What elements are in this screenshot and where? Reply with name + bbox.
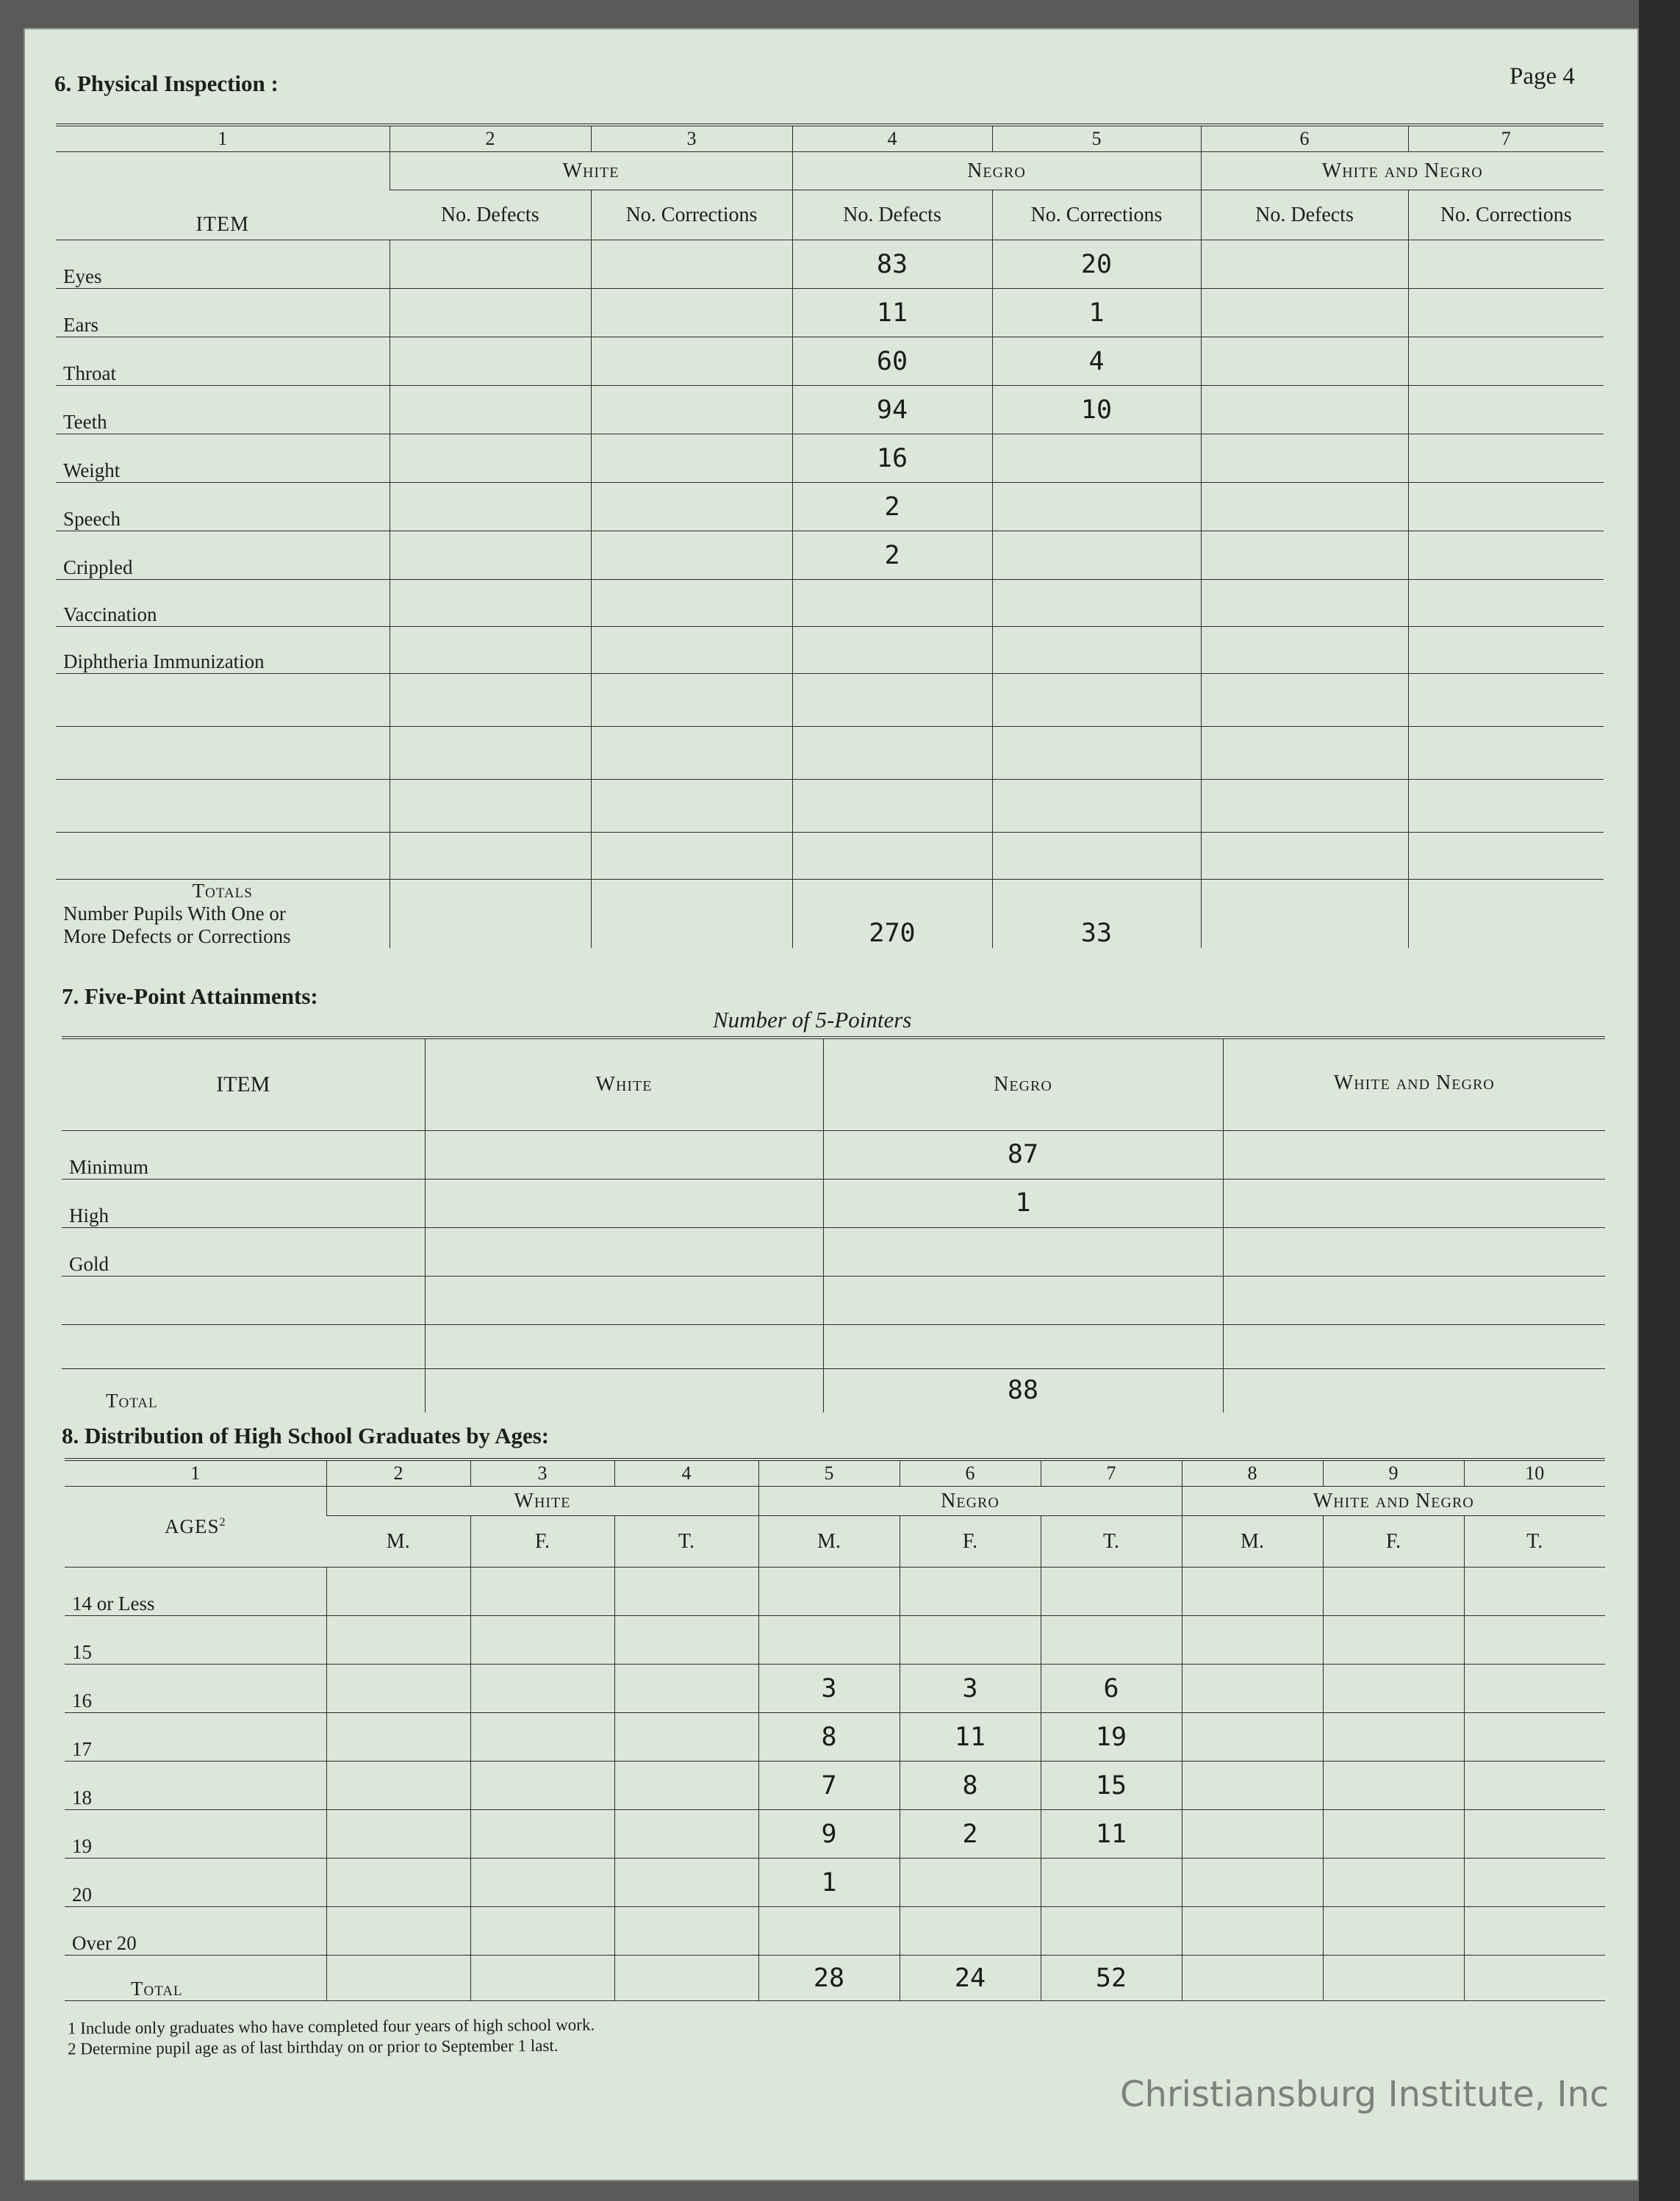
total-negro-f: 24 (900, 1956, 1041, 2001)
page-number: Page 4 (1510, 63, 1575, 90)
group-white-and-negro: White and Negro (1223, 1038, 1605, 1130)
group-header-row (56, 152, 1604, 190)
col-number: 1 (65, 1459, 326, 1487)
sub-header: M. (326, 1516, 470, 1568)
negro-count: 87 (823, 1130, 1223, 1179)
totals-line: More Defects or Corrections (63, 925, 291, 947)
sub-header: T. (1041, 1516, 1182, 1568)
footnotes (68, 2014, 595, 2059)
negro-corrections: 4 (992, 337, 1201, 386)
table-row (62, 1130, 1605, 1179)
item-label: High (62, 1179, 425, 1227)
footnote: 2 Determine pupil age as of last birthday on or prior to September 1 last. (68, 2036, 559, 2058)
totals-label-cell (56, 880, 390, 949)
col-number: 9 (1323, 1459, 1464, 1487)
col-number: 6 (1201, 125, 1408, 152)
table-row (65, 1616, 1605, 1665)
negro-defects (792, 627, 992, 674)
section6-title: 6. Physical Inspection : (54, 71, 279, 96)
negro-t (1041, 1568, 1182, 1616)
sub-header: F. (1323, 1516, 1464, 1568)
scanner-shadow (1639, 0, 1680, 2201)
sub-header: No. Corrections (591, 190, 792, 240)
col-number: 7 (1408, 125, 1604, 152)
table-row (56, 531, 1604, 580)
totals-line: Number Pupils With One or (63, 902, 286, 924)
table-row (65, 1568, 1605, 1616)
table-row (56, 627, 1604, 674)
sub-header: T. (614, 1516, 758, 1568)
negro-f (900, 1568, 1041, 1616)
negro-f: 3 (900, 1665, 1041, 1713)
negro-corrections (992, 483, 1201, 531)
ages-header (65, 1487, 326, 1568)
sub-header: F. (900, 1516, 1041, 1568)
blank-row (62, 1276, 1605, 1324)
sub-header: No. Defects (390, 190, 591, 240)
totals-negro-defects: 270 (792, 880, 992, 949)
sub-header: M. (758, 1516, 900, 1568)
col-number: 7 (1041, 1459, 1182, 1487)
negro-defects: 2 (792, 531, 992, 580)
negro-m: 8 (758, 1713, 900, 1762)
col-number: 5 (758, 1459, 900, 1487)
negro-corrections (992, 580, 1201, 627)
negro-f (900, 1907, 1041, 1956)
negro-t (1041, 1907, 1182, 1956)
blank-row (56, 780, 1604, 833)
negro-corrections (992, 531, 1201, 580)
group-negro: Negro (823, 1038, 1223, 1130)
age-label: Over 20 (65, 1907, 326, 1956)
item-label: Crippled (56, 531, 390, 580)
totals-negro-corrections: 33 (992, 880, 1201, 949)
table-row (56, 386, 1604, 434)
table-row (62, 1179, 1605, 1227)
negro-f (900, 1859, 1041, 1907)
age-label: 18 (65, 1762, 326, 1810)
col-number: 4 (792, 125, 992, 152)
negro-f: 11 (900, 1713, 1041, 1762)
section7-caption: Number of 5-Pointers (713, 1007, 912, 1033)
sub-header: No. Defects (792, 190, 992, 240)
item-label: Minimum (62, 1130, 425, 1179)
footnote: 1 Include only graduates who have completed four years of high school work. (67, 2015, 595, 2038)
table-row (56, 483, 1604, 531)
col-number: 5 (992, 125, 1201, 152)
table-row (65, 1810, 1605, 1859)
sub-header: F. (470, 1516, 614, 1568)
negro-defects: 16 (792, 434, 992, 483)
total-label: Total (65, 1956, 326, 2001)
col-number: 2 (390, 125, 591, 152)
sub-header: No. Defects (1201, 190, 1408, 240)
negro-t: 15 (1041, 1762, 1182, 1810)
column-number-row (56, 125, 1604, 152)
group-white-and-negro: White and Negro (1201, 152, 1604, 190)
graduates-by-age-table (65, 1458, 1605, 2001)
total-negro-t: 52 (1041, 1956, 1182, 2001)
table-row (56, 434, 1604, 483)
ages-footnote-mark: 2 (219, 1516, 226, 1529)
negro-defects: 11 (792, 289, 992, 337)
col-number: 1 (56, 125, 390, 152)
column-number-row (65, 1459, 1605, 1487)
group-white-and-negro: White and Negro (1182, 1487, 1605, 1516)
table-row (65, 1762, 1605, 1810)
total-row (62, 1368, 1605, 1412)
section7-title: 7. Five-Point Attainments: (62, 983, 318, 1009)
ages-header-text: AGES (164, 1515, 220, 1537)
item-label: Throat (56, 337, 390, 386)
col-number: 10 (1464, 1459, 1605, 1487)
sub-header: M. (1182, 1516, 1323, 1568)
item-header: ITEM (56, 152, 390, 240)
col-number: 4 (614, 1459, 758, 1487)
negro-t: 19 (1041, 1713, 1182, 1762)
item-header: ITEM (62, 1038, 425, 1130)
watermark: Christiansburg Institute, Inc (1120, 2074, 1609, 2115)
physical-inspection-table (56, 123, 1604, 948)
total-negro-m: 28 (758, 1956, 900, 2001)
table-row (56, 580, 1604, 627)
negro-t: 11 (1041, 1810, 1182, 1859)
total-negro: 88 (823, 1368, 1223, 1412)
blank-row (56, 833, 1604, 880)
col-number: 3 (470, 1459, 614, 1487)
blank-row (62, 1324, 1605, 1368)
item-label: Ears (56, 289, 390, 337)
negro-defects (792, 580, 992, 627)
table-row (62, 1227, 1605, 1276)
col-number: 8 (1182, 1459, 1323, 1487)
item-label: Teeth (56, 386, 390, 434)
table-row (65, 1859, 1605, 1907)
blank-row (56, 674, 1604, 727)
negro-corrections (992, 627, 1201, 674)
table-row (56, 337, 1604, 386)
sub-header: T. (1464, 1516, 1605, 1568)
section8-title: 8. Distribution of High School Graduates by Ages: (62, 1423, 550, 1448)
negro-m: 7 (758, 1762, 900, 1810)
total-row (65, 1956, 1605, 2001)
group-negro: Negro (792, 152, 1201, 190)
negro-m (758, 1616, 900, 1665)
negro-defects: 2 (792, 483, 992, 531)
age-label: 20 (65, 1859, 326, 1907)
negro-f: 8 (900, 1762, 1041, 1810)
age-label: 19 (65, 1810, 326, 1859)
age-label: 17 (65, 1713, 326, 1762)
negro-corrections: 1 (992, 289, 1201, 337)
negro-f (900, 1616, 1041, 1665)
negro-m: 3 (758, 1665, 900, 1713)
totals-label: Totals (192, 880, 253, 902)
col-number: 2 (326, 1459, 470, 1487)
negro-t: 6 (1041, 1665, 1182, 1713)
age-label: 16 (65, 1665, 326, 1713)
negro-defects: 94 (792, 386, 992, 434)
negro-defects: 83 (792, 240, 992, 289)
col-number: 3 (591, 125, 792, 152)
group-header-row (65, 1487, 1605, 1516)
group-white: White (326, 1487, 758, 1516)
item-label: Diphtheria Immunization (56, 627, 390, 674)
col-number: 6 (900, 1459, 1041, 1487)
negro-count (823, 1227, 1223, 1276)
group-negro: Negro (758, 1487, 1182, 1516)
table-row (56, 289, 1604, 337)
group-white: White (390, 152, 792, 190)
negro-t (1041, 1616, 1182, 1665)
table-row (65, 1665, 1605, 1713)
negro-corrections: 20 (992, 240, 1201, 289)
total-label: Total (106, 1390, 158, 1412)
sub-header: No. Corrections (1408, 190, 1604, 240)
negro-corrections (992, 434, 1201, 483)
table-row (65, 1907, 1605, 1956)
negro-f: 2 (900, 1810, 1041, 1859)
item-label: Gold (62, 1227, 425, 1276)
header-row (62, 1038, 1605, 1130)
group-white: White (425, 1038, 823, 1130)
item-label: Speech (56, 483, 390, 531)
negro-t (1041, 1859, 1182, 1907)
negro-m (758, 1907, 900, 1956)
item-label: Vaccination (56, 580, 390, 627)
totals-row (56, 880, 1604, 949)
negro-m: 1 (758, 1859, 900, 1907)
item-label: Weight (56, 434, 390, 483)
negro-m (758, 1568, 900, 1616)
age-label: 14 or Less (65, 1568, 326, 1616)
five-point-table (62, 1036, 1605, 1412)
negro-corrections: 10 (992, 386, 1201, 434)
table-row (65, 1713, 1605, 1762)
table-row (56, 240, 1604, 289)
blank-row (56, 727, 1604, 780)
negro-defects: 60 (792, 337, 992, 386)
negro-m: 9 (758, 1810, 900, 1859)
item-label: Eyes (56, 240, 390, 289)
negro-count: 1 (823, 1179, 1223, 1227)
sub-header: No. Corrections (992, 190, 1201, 240)
age-label: 15 (65, 1616, 326, 1665)
